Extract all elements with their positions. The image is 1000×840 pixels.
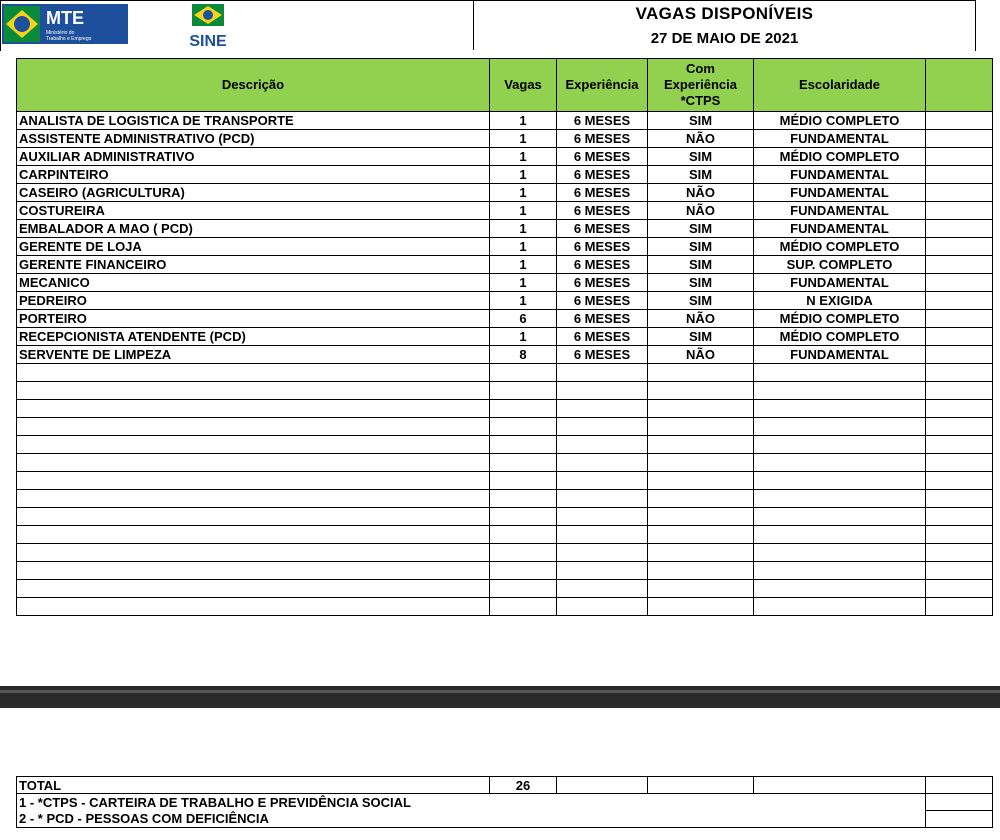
header-experiencia: Experiência bbox=[557, 59, 648, 112]
total-empty-cell bbox=[557, 777, 648, 794]
cell-descricao: CASEIRO (AGRICULTURA) bbox=[17, 184, 490, 202]
empty-cell bbox=[557, 364, 648, 382]
cell-ctps: SIM bbox=[648, 238, 754, 256]
empty-cell bbox=[926, 436, 993, 454]
empty-cell bbox=[17, 472, 490, 490]
table-row bbox=[17, 274, 993, 292]
empty-cell bbox=[557, 544, 648, 562]
note-ctps: 1 - *CTPS - CARTEIRA DE TRABALHO E PREVIDÊNCIA SOCIAL bbox=[17, 794, 926, 811]
cell-experiencia: 6 MESES bbox=[557, 292, 648, 310]
cell-blank bbox=[926, 166, 993, 184]
cell-experiencia: 6 MESES bbox=[557, 256, 648, 274]
cell-descricao: SERVENTE DE LIMPEZA bbox=[17, 346, 490, 364]
empty-table-row bbox=[17, 472, 993, 490]
empty-table-row bbox=[17, 490, 993, 508]
empty-cell bbox=[648, 562, 754, 580]
empty-cell bbox=[557, 562, 648, 580]
empty-cell bbox=[490, 400, 557, 418]
cell-blank bbox=[926, 328, 993, 346]
cell-blank bbox=[926, 202, 993, 220]
cell-ctps: SIM bbox=[648, 166, 754, 184]
empty-cell bbox=[754, 598, 926, 616]
empty-table-row bbox=[17, 454, 993, 472]
empty-cell bbox=[926, 598, 993, 616]
empty-cell bbox=[926, 364, 993, 382]
cell-blank bbox=[926, 220, 993, 238]
logo-area bbox=[0, 0, 472, 50]
cell-blank bbox=[926, 292, 993, 310]
header-vagas: Vagas bbox=[490, 59, 557, 112]
empty-cell bbox=[490, 436, 557, 454]
cell-experiencia: 6 MESES bbox=[557, 238, 648, 256]
header-escolaridade: Escolaridade bbox=[754, 59, 926, 112]
empty-cell bbox=[754, 562, 926, 580]
page-date: 27 DE MAIO DE 2021 bbox=[650, 30, 799, 47]
cell-escolaridade: MÉDIO COMPLETO bbox=[754, 328, 926, 346]
empty-cell bbox=[648, 598, 754, 616]
cell-descricao: CARPINTEIRO bbox=[17, 166, 490, 184]
empty-cell bbox=[557, 490, 648, 508]
empty-cell bbox=[17, 598, 490, 616]
cell-blank bbox=[926, 274, 993, 292]
empty-cell bbox=[648, 490, 754, 508]
empty-cell bbox=[648, 400, 754, 418]
cell-experiencia: 6 MESES bbox=[557, 112, 648, 130]
empty-cell bbox=[17, 490, 490, 508]
table-row bbox=[17, 112, 993, 130]
cell-vagas: 1 bbox=[490, 184, 557, 202]
sine-logo bbox=[182, 2, 234, 50]
cell-ctps: NÃO bbox=[648, 184, 754, 202]
cell-blank bbox=[926, 112, 993, 130]
empty-cell bbox=[648, 508, 754, 526]
empty-cell bbox=[648, 418, 754, 436]
cell-experiencia: 6 MESES bbox=[557, 274, 648, 292]
cell-experiencia: 6 MESES bbox=[557, 184, 648, 202]
cell-escolaridade: FUNDAMENTAL bbox=[754, 202, 926, 220]
empty-cell bbox=[648, 454, 754, 472]
table-row bbox=[17, 238, 993, 256]
table-row bbox=[17, 184, 993, 202]
empty-cell bbox=[17, 580, 490, 598]
cell-ctps: SIM bbox=[648, 256, 754, 274]
empty-table-row bbox=[17, 562, 993, 580]
empty-cell bbox=[754, 454, 926, 472]
empty-cell bbox=[490, 364, 557, 382]
empty-cell bbox=[557, 400, 648, 418]
cell-ctps: NÃO bbox=[648, 130, 754, 148]
empty-table-row bbox=[17, 382, 993, 400]
empty-cell bbox=[17, 526, 490, 544]
empty-table-row bbox=[17, 364, 993, 382]
empty-cell bbox=[754, 418, 926, 436]
document-header bbox=[0, 0, 976, 51]
empty-cell bbox=[557, 598, 648, 616]
cell-escolaridade: FUNDAMENTAL bbox=[754, 184, 926, 202]
empty-table-row bbox=[17, 598, 993, 616]
cell-descricao: PEDREIRO bbox=[17, 292, 490, 310]
empty-cell bbox=[490, 472, 557, 490]
cell-ctps: SIM bbox=[648, 292, 754, 310]
cell-descricao: MECANICO bbox=[17, 274, 490, 292]
empty-cell bbox=[490, 508, 557, 526]
table-row bbox=[17, 346, 993, 364]
cell-ctps: NÃO bbox=[648, 346, 754, 364]
cell-descricao: EMBALADOR A MAO ( PCD) bbox=[17, 220, 490, 238]
empty-table-row bbox=[17, 580, 993, 598]
cell-blank bbox=[926, 346, 993, 364]
table-row bbox=[17, 202, 993, 220]
svg-text:Ministério do: Ministério do bbox=[46, 30, 75, 36]
cell-blank bbox=[926, 310, 993, 328]
empty-cell bbox=[490, 562, 557, 580]
empty-cell bbox=[648, 526, 754, 544]
cell-blank bbox=[926, 130, 993, 148]
cell-escolaridade: MÉDIO COMPLETO bbox=[754, 112, 926, 130]
table-row bbox=[17, 130, 993, 148]
note-empty-cell bbox=[926, 811, 993, 828]
empty-cell bbox=[490, 490, 557, 508]
cell-vagas: 1 bbox=[490, 292, 557, 310]
empty-cell bbox=[648, 580, 754, 598]
empty-cell bbox=[754, 526, 926, 544]
empty-cell bbox=[17, 364, 490, 382]
cell-escolaridade: FUNDAMENTAL bbox=[754, 220, 926, 238]
cell-vagas: 1 bbox=[490, 130, 557, 148]
cell-vagas: 1 bbox=[490, 112, 557, 130]
cell-vagas: 8 bbox=[490, 346, 557, 364]
empty-cell bbox=[557, 454, 648, 472]
empty-table-row bbox=[17, 544, 993, 562]
empty-cell bbox=[557, 436, 648, 454]
cell-escolaridade: MÉDIO COMPLETO bbox=[754, 310, 926, 328]
empty-cell bbox=[17, 562, 490, 580]
cell-ctps: SIM bbox=[648, 274, 754, 292]
table-header-row bbox=[17, 59, 993, 112]
empty-cell bbox=[926, 544, 993, 562]
empty-cell bbox=[926, 580, 993, 598]
empty-cell bbox=[490, 418, 557, 436]
cell-descricao: GERENTE DE LOJA bbox=[17, 238, 490, 256]
note-row bbox=[17, 794, 993, 811]
cell-descricao: AUXILIAR ADMINISTRATIVO bbox=[17, 148, 490, 166]
cell-descricao: PORTEIRO bbox=[17, 310, 490, 328]
cell-descricao: GERENTE FINANCEIRO bbox=[17, 256, 490, 274]
empty-cell bbox=[17, 418, 490, 436]
cell-vagas: 1 bbox=[490, 220, 557, 238]
cell-experiencia: 6 MESES bbox=[557, 328, 648, 346]
cell-escolaridade: N EXIGIDA bbox=[754, 292, 926, 310]
empty-cell bbox=[754, 544, 926, 562]
total-value: 26 bbox=[490, 777, 557, 794]
empty-cell bbox=[557, 472, 648, 490]
empty-cell bbox=[648, 364, 754, 382]
empty-cell bbox=[926, 526, 993, 544]
cell-experiencia: 6 MESES bbox=[557, 310, 648, 328]
page-title: VAGAS DISPONÍVEIS bbox=[635, 4, 814, 23]
empty-cell bbox=[490, 544, 557, 562]
empty-table-row bbox=[17, 436, 993, 454]
cell-vagas: 1 bbox=[490, 148, 557, 166]
cell-experiencia: 6 MESES bbox=[557, 166, 648, 184]
empty-cell bbox=[926, 382, 993, 400]
footer-table bbox=[16, 776, 993, 828]
total-empty-cell bbox=[926, 777, 993, 794]
svg-text:Trabalho e Emprego: Trabalho e Emprego bbox=[46, 36, 92, 42]
cell-vagas: 1 bbox=[490, 274, 557, 292]
empty-cell bbox=[490, 382, 557, 400]
cell-vagas: 1 bbox=[490, 166, 557, 184]
empty-cell bbox=[648, 544, 754, 562]
table-body bbox=[17, 112, 993, 616]
cell-blank bbox=[926, 256, 993, 274]
empty-cell bbox=[17, 544, 490, 562]
empty-cell bbox=[754, 508, 926, 526]
empty-cell bbox=[754, 436, 926, 454]
cell-escolaridade: FUNDAMENTAL bbox=[754, 166, 926, 184]
empty-cell bbox=[926, 490, 993, 508]
cell-ctps: SIM bbox=[648, 220, 754, 238]
empty-cell bbox=[648, 436, 754, 454]
empty-cell bbox=[754, 400, 926, 418]
table-row bbox=[17, 292, 993, 310]
empty-cell bbox=[754, 580, 926, 598]
cell-ctps: SIM bbox=[648, 112, 754, 130]
empty-cell bbox=[926, 562, 993, 580]
empty-cell bbox=[490, 580, 557, 598]
empty-cell bbox=[557, 508, 648, 526]
total-row bbox=[17, 777, 993, 794]
cell-experiencia: 6 MESES bbox=[557, 130, 648, 148]
empty-cell bbox=[557, 580, 648, 598]
total-empty-cell bbox=[754, 777, 926, 794]
empty-cell bbox=[17, 382, 490, 400]
header-blank bbox=[926, 59, 993, 112]
cell-descricao: ANALISTA DE LOGISTICA DE TRANSPORTE bbox=[17, 112, 490, 130]
header-descricao: Descrição bbox=[17, 59, 490, 112]
cell-ctps: SIM bbox=[648, 148, 754, 166]
empty-table-row bbox=[17, 508, 993, 526]
empty-cell bbox=[490, 454, 557, 472]
empty-cell bbox=[926, 418, 993, 436]
note-pcd: 2 - * PCD - PESSOAS COM DEFICIÊNCIA bbox=[17, 811, 926, 828]
empty-cell bbox=[926, 400, 993, 418]
empty-cell bbox=[17, 400, 490, 418]
empty-cell bbox=[557, 418, 648, 436]
cell-experiencia: 6 MESES bbox=[557, 148, 648, 166]
empty-cell bbox=[490, 598, 557, 616]
table-row bbox=[17, 148, 993, 166]
empty-cell bbox=[926, 472, 993, 490]
cell-ctps: NÃO bbox=[648, 202, 754, 220]
empty-cell bbox=[926, 508, 993, 526]
table-row bbox=[17, 310, 993, 328]
cell-vagas: 1 bbox=[490, 238, 557, 256]
cell-blank bbox=[926, 148, 993, 166]
cell-experiencia: 6 MESES bbox=[557, 346, 648, 364]
title-area bbox=[473, 0, 975, 50]
header-com-experiencia: Com Experiência *CTPS bbox=[648, 59, 754, 112]
note-empty-cell bbox=[926, 794, 993, 811]
cell-escolaridade: FUNDAMENTAL bbox=[754, 346, 926, 364]
cell-escolaridade: FUNDAMENTAL bbox=[754, 274, 926, 292]
cell-vagas: 1 bbox=[490, 256, 557, 274]
empty-cell bbox=[17, 454, 490, 472]
cell-vagas: 1 bbox=[490, 202, 557, 220]
cell-descricao: ASSISTENTE ADMINISTRATIVO (PCD) bbox=[17, 130, 490, 148]
cell-escolaridade: MÉDIO COMPLETO bbox=[754, 148, 926, 166]
empty-cell bbox=[490, 526, 557, 544]
empty-table-row bbox=[17, 418, 993, 436]
cell-blank bbox=[926, 238, 993, 256]
empty-cell bbox=[754, 364, 926, 382]
table-row bbox=[17, 166, 993, 184]
table-row bbox=[17, 220, 993, 238]
cell-escolaridade: FUNDAMENTAL bbox=[754, 130, 926, 148]
sine-logo-text: SINE bbox=[189, 33, 227, 50]
empty-cell bbox=[754, 490, 926, 508]
cell-vagas: 6 bbox=[490, 310, 557, 328]
empty-cell bbox=[557, 526, 648, 544]
cell-vagas: 1 bbox=[490, 328, 557, 346]
vacancies-table bbox=[16, 58, 993, 616]
cell-ctps: SIM bbox=[648, 328, 754, 346]
empty-cell bbox=[754, 472, 926, 490]
empty-cell bbox=[754, 382, 926, 400]
table-row bbox=[17, 256, 993, 274]
cell-descricao: RECEPCIONISTA ATENDENTE (PCD) bbox=[17, 328, 490, 346]
empty-cell bbox=[648, 382, 754, 400]
mte-logo bbox=[2, 4, 128, 44]
total-empty-cell bbox=[648, 777, 754, 794]
cell-experiencia: 6 MESES bbox=[557, 220, 648, 238]
empty-table-row bbox=[17, 526, 993, 544]
table-row bbox=[17, 328, 993, 346]
empty-cell bbox=[926, 454, 993, 472]
cell-blank bbox=[926, 184, 993, 202]
cell-ctps: NÃO bbox=[648, 310, 754, 328]
total-label: TOTAL bbox=[17, 777, 490, 794]
empty-table-row bbox=[17, 400, 993, 418]
note-row bbox=[17, 811, 993, 828]
cell-experiencia: 6 MESES bbox=[557, 202, 648, 220]
cell-escolaridade: SUP. COMPLETO bbox=[754, 256, 926, 274]
cell-descricao: COSTUREIRA bbox=[17, 202, 490, 220]
mte-logo-text: MTE bbox=[46, 8, 84, 28]
scan-band-line bbox=[0, 690, 1000, 693]
empty-cell bbox=[557, 382, 648, 400]
empty-cell bbox=[17, 436, 490, 454]
cell-escolaridade: MÉDIO COMPLETO bbox=[754, 238, 926, 256]
empty-cell bbox=[648, 472, 754, 490]
empty-cell bbox=[17, 508, 490, 526]
